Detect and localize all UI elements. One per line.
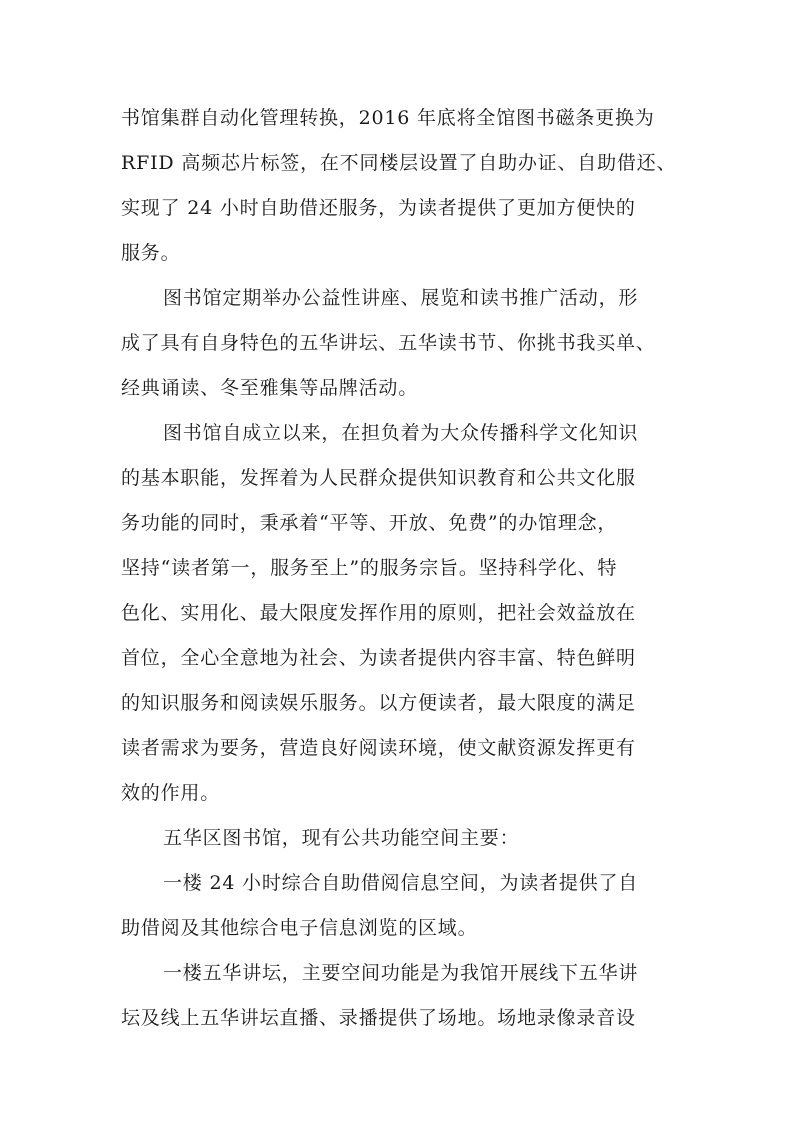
text-line: 的知识服务和阅读娱乐服务。以方便读者，最大限度的满足 [121, 692, 636, 714]
paragraph-start-line: 五华区图书馆，现有公共功能空间主要： [163, 827, 520, 849]
text-line: 色化、实用化、最大限度发挥作用的原则，把社会效益放在 [121, 602, 636, 624]
text-line: 经典诵读、冬至雅集等品牌活动。 [121, 377, 419, 399]
text-line: RFID 高频芯片标签，在不同楼层设置了自助办证、自助借还、 [121, 152, 677, 174]
text-line: 坚持“读者第一，服务至上”的服务宗旨。坚持科学化、特 [121, 557, 618, 579]
text-line: 的基本职能，发挥着为人民群众提供知识教育和公共文化服 [121, 467, 636, 489]
text-line: 成了具有自身特色的五华讲坛、五华读书节、你挑书我买单、 [121, 332, 656, 354]
paragraph-start-line: 一楼五华讲坛，主要空间功能是为我馆开展线下五华讲 [163, 962, 639, 984]
text-line: 书馆集群自动化管理转换，2016 年底将全馆图书磁条更换为 [121, 107, 655, 129]
text-line: 坛及线上五华讲坛直播、录播提供了场地。场地录像录音设 [121, 1007, 636, 1029]
text-line: 读者需求为要务，营造良好阅读环境，使文献资源发挥更有 [121, 737, 636, 759]
text-line: 助借阅及其他综合电子信息浏览的区域。 [121, 917, 478, 939]
paragraph-start-line: 图书馆自成立以来，在担负着为大众传播科学文化知识 [163, 422, 639, 444]
paragraph-start-line: 一楼 24 小时综合自助借阅信息空间，为读者提供了自 [163, 872, 639, 894]
text-line: 务功能的同时，秉承着“平等、开放、免费”的办馆理念， [121, 512, 618, 534]
paragraph-start-line: 图书馆定期举办公益性讲座、展览和读书推广活动，形 [163, 287, 639, 309]
text-line: 效的作用。 [121, 782, 221, 804]
text-line: 首位，全心全意地为社会、为读者提供内容丰富、特色鲜明 [121, 647, 636, 669]
text-line: 服务。 [121, 242, 181, 264]
text-line: 实现了 24 小时自助借还服务，为读者提供了更加方便快的 [121, 197, 636, 219]
